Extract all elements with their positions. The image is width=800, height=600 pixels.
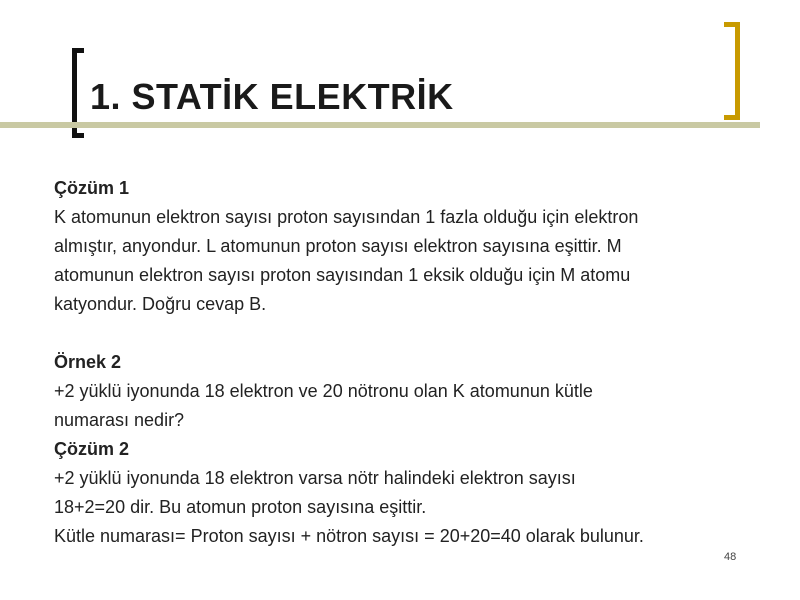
example-2-line: numarası nedir? bbox=[54, 410, 185, 430]
solution-2-line: Kütle numarası= Proton sayısı + nötron sayısı = 20+20=40 olarak bulunur. bbox=[54, 526, 644, 546]
solution-2-line: 18+2=20 dir. Bu atomun proton sayısına eşittir. bbox=[54, 497, 427, 517]
slide-title: 1. STATİK ELEKTRİK bbox=[90, 76, 454, 117]
solution-2-line: +2 yüklü iyonunda 18 elektron varsa nötr halindeki elektron sayısı bbox=[54, 468, 576, 488]
solution-1-heading: Çözüm 1 bbox=[54, 178, 130, 198]
solution-1-line: K atomunun elektron sayısı proton sayısından 1 fazla olduğu için elektron bbox=[54, 207, 639, 227]
example-2-line: +2 yüklü iyonunda 18 elektron ve 20 nötronu olan K atomunun kütle bbox=[54, 381, 593, 401]
page-number: 48 bbox=[724, 551, 737, 563]
paragraph-spacer bbox=[54, 319, 754, 348]
title-underline-rule bbox=[0, 122, 760, 128]
solution-1-line: katyondur. Doğru cevap B. bbox=[54, 294, 267, 314]
solution-2-heading: Çözüm 2 bbox=[54, 439, 130, 459]
right-bracket-decoration bbox=[724, 22, 740, 120]
solution-1-line: atomunun elektron sayısı proton sayısından 1 eksik olduğu için M atomu bbox=[54, 265, 631, 285]
solution-1-line: almıştır, anyondur. L atomunun proton sayısı elektron sayısına eşittir. M bbox=[54, 236, 622, 256]
slide-body bbox=[54, 174, 754, 551]
example-2-heading: Örnek 2 bbox=[54, 352, 122, 372]
